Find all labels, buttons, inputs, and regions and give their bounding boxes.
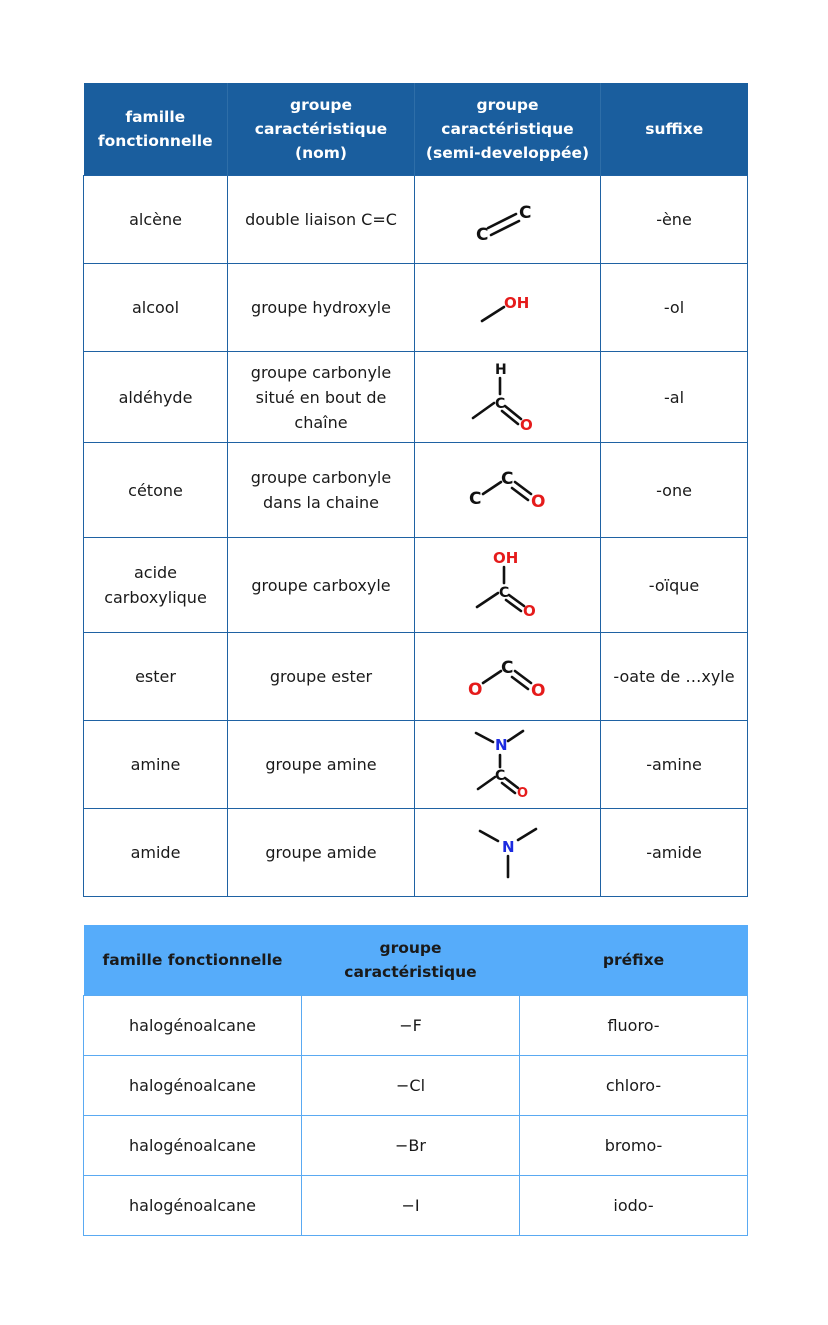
header-famille: famille fonctionnelle — [84, 83, 228, 176]
suffixe-cell: -oïque — [601, 538, 748, 633]
table-header-row — [84, 83, 748, 176]
svg-text:O: O — [530, 492, 545, 512]
table-row — [84, 809, 748, 897]
aldehyde-structure-icon — [468, 358, 548, 436]
groupe-nom-cell: groupe amide — [228, 809, 415, 897]
table-row — [84, 996, 748, 1056]
groupe-nom-cell: groupe carbonyle dans la chaine — [228, 443, 415, 538]
svg-text:N: N — [494, 735, 508, 754]
table-row — [84, 1176, 748, 1236]
table-row — [84, 721, 748, 809]
groupe-nom-cell: double liaison C=C — [228, 176, 415, 264]
carboxylic-acid-structure-icon — [468, 549, 548, 621]
amide-row-structure-icon — [468, 823, 548, 883]
amine-row-structure-icon — [468, 727, 548, 803]
groupe-nom-cell: groupe amine — [228, 721, 415, 809]
groupe-cell: −Br — [302, 1116, 520, 1176]
structure-cell — [415, 352, 601, 443]
svg-text:O: O — [467, 679, 482, 700]
table-row — [84, 443, 748, 538]
ester-structure-icon — [463, 647, 553, 707]
table-row — [84, 352, 748, 443]
svg-text:C: C — [500, 657, 513, 678]
svg-text:C: C — [498, 585, 509, 601]
structure-cell — [415, 443, 601, 538]
famille-cell: cétone — [84, 443, 228, 538]
famille-cell: ester — [84, 633, 228, 721]
groupe-cell: −I — [302, 1176, 520, 1236]
svg-text:C: C — [468, 489, 481, 509]
svg-text:N: N — [501, 837, 515, 856]
svg-text:C: C — [518, 202, 531, 223]
prefixe-cell: chloro- — [520, 1056, 748, 1116]
structure-cell — [415, 633, 601, 721]
table-header-row — [84, 925, 748, 996]
groupe-nom-cell: groupe carboxyle — [228, 538, 415, 633]
groupe-cell: −F — [302, 996, 520, 1056]
ketone-structure-icon — [463, 460, 553, 520]
structure-cell — [415, 538, 601, 633]
table-row — [84, 1116, 748, 1176]
famille-cell: halogénoalcane — [84, 996, 302, 1056]
suffixe-cell: -ène — [601, 176, 748, 264]
famille-cell: acide carboxylique — [84, 538, 228, 633]
svg-text:C: C — [494, 396, 505, 412]
header-groupe-nom: groupe caractéristique (nom) — [228, 83, 415, 176]
svg-text:C: C — [494, 767, 505, 784]
structure-cell — [415, 809, 601, 897]
header-prefixe: préfixe — [520, 925, 748, 996]
svg-text:H: H — [494, 362, 507, 378]
prefixe-cell: fluoro- — [520, 996, 748, 1056]
header-suffixe: suffixe — [601, 83, 748, 176]
famille-cell: halogénoalcane — [84, 1056, 302, 1116]
header-famille: famille fonctionnelle — [84, 925, 302, 996]
famille-cell: amine — [84, 721, 228, 809]
groupe-nom-cell: groupe ester — [228, 633, 415, 721]
groupe-nom-cell: groupe carbonyle situé en bout de chaîne — [228, 352, 415, 443]
prefixe-cell: bromo- — [520, 1116, 748, 1176]
famille-cell: amide — [84, 809, 228, 897]
header-groupe-semi-developpee: groupe caractéristique (semi-developpée) — [415, 83, 601, 176]
famille-cell: alcool — [84, 264, 228, 352]
famille-cell: alcène — [84, 176, 228, 264]
table-row — [84, 538, 748, 633]
prefixe-cell: iodo- — [520, 1176, 748, 1236]
table-row — [84, 176, 748, 264]
svg-text:OH: OH — [492, 549, 518, 567]
famille-cell: halogénoalcane — [84, 1176, 302, 1236]
hydroxyl-structure-icon — [468, 283, 548, 333]
groupe-nom-cell: groupe hydroxyle — [228, 264, 415, 352]
groupe-cell: −Cl — [302, 1056, 520, 1116]
famille-cell: halogénoalcane — [84, 1116, 302, 1176]
structure-cell — [415, 721, 601, 809]
suffixe-cell: -amide — [601, 809, 748, 897]
suffixe-cell: -amine — [601, 721, 748, 809]
svg-text:C: C — [500, 469, 513, 489]
svg-text:C: C — [475, 224, 488, 245]
table-row — [84, 264, 748, 352]
svg-text:O: O — [530, 680, 545, 701]
suffixe-cell: -one — [601, 443, 748, 538]
famille-cell: aldéhyde — [84, 352, 228, 443]
table-row — [84, 1056, 748, 1116]
svg-text:O: O — [519, 416, 533, 434]
alkene-structure-icon — [468, 190, 548, 250]
table-row — [84, 633, 748, 721]
structure-cell — [415, 264, 601, 352]
halogen-prefix-table — [83, 925, 748, 1236]
suffixe-cell: -ol — [601, 264, 748, 352]
header-groupe: groupe caractéristique — [302, 925, 520, 996]
suffixe-cell: -al — [601, 352, 748, 443]
functional-groups-table — [83, 83, 748, 897]
svg-text:OH: OH — [503, 293, 529, 312]
svg-text:O: O — [522, 602, 536, 620]
structure-cell — [415, 176, 601, 264]
svg-text:O: O — [516, 785, 528, 801]
suffixe-cell: -oate de …xyle — [601, 633, 748, 721]
